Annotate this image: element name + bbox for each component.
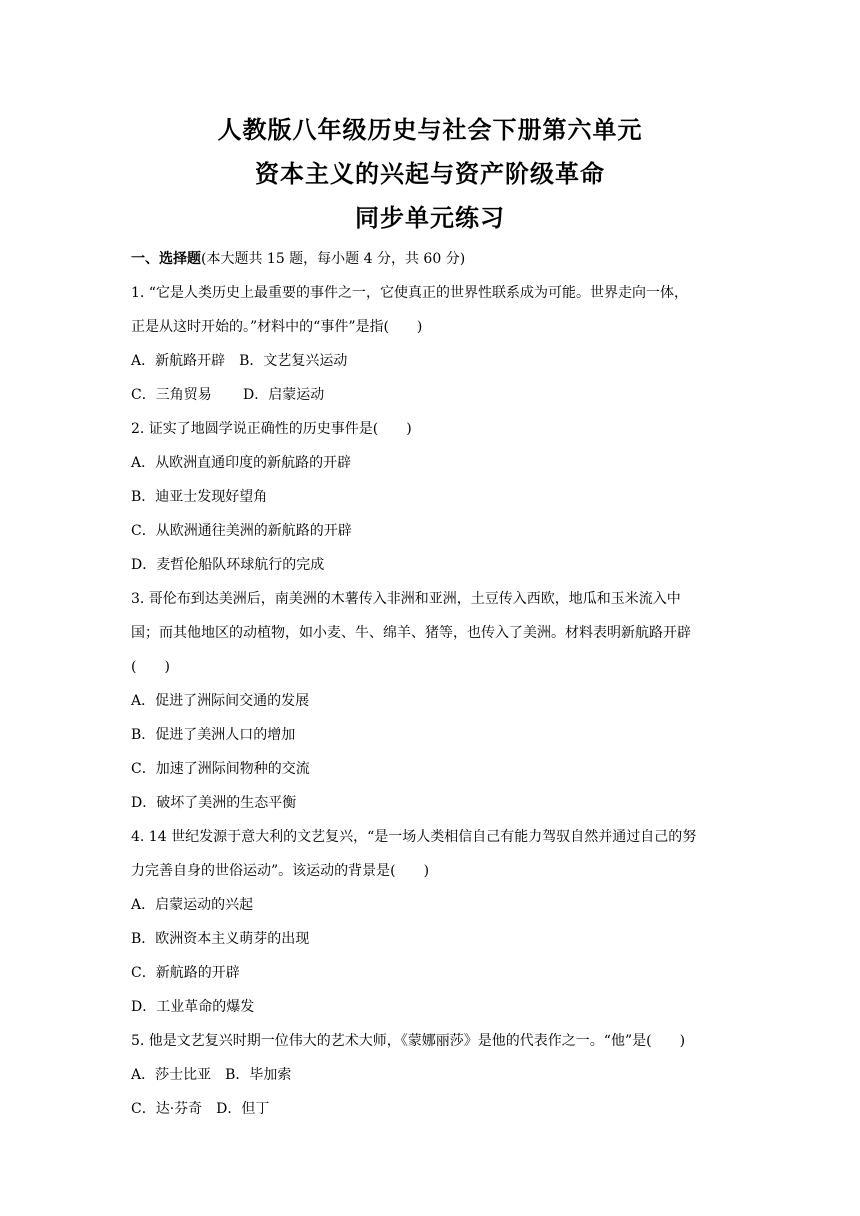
- question-3-option-d: D．破坏了美洲的生态平衡: [131, 795, 297, 811]
- section-label: 一、选择题: [131, 251, 201, 267]
- question-1-options-row-2: [131, 378, 731, 412]
- question-4-option-b: B．欧洲资本主义萌芽的出现: [131, 931, 310, 947]
- question-4-option-a: A．启蒙运动的兴起: [131, 897, 254, 913]
- question-2-option-d: D．麦哲伦船队环球航行的完成: [131, 557, 325, 573]
- question-1-text-line-2: 正是从这时开始的。”材料中的“事件”是指( ): [131, 319, 423, 335]
- question-3-text-line-3: ( ): [131, 659, 170, 675]
- document-body: [131, 242, 731, 1126]
- question-5-text-line-1: 5. 他是文艺复兴时期一位伟大的艺术大师，《蒙娜丽莎》是他的代表作之一。“他”是( ): [131, 1033, 686, 1049]
- question-5-option-d: D．但丁: [216, 1101, 270, 1117]
- question-3-text-line-2: 国；而其他地区的动植物，如小麦、牛、绵羊、猪等，也传入了美洲。材料表明新航路开辟: [131, 625, 691, 641]
- question-2-text-line-1: 2. 证实了地圆学说正确性的历史事件是( ): [131, 421, 412, 437]
- question-3-option-a: A．促进了洲际间交通的发展: [131, 693, 310, 709]
- title-line-1: 人教版八年级历史与社会下册第六单元: [217, 115, 643, 144]
- document-title: [0, 108, 860, 240]
- question-1-options-row-1: [131, 344, 731, 378]
- question-5-options-row-2: [131, 1092, 731, 1126]
- question-1-option-c: C．三角贸易: [131, 387, 212, 403]
- title-line-2: 资本主义的兴起与资产阶级革命: [255, 159, 605, 188]
- question-3-text-line-1: 3. 哥伦布到达美洲后，南美洲的木薯传入非洲和亚洲，土豆传入西欧，地瓜和玉米流入中: [131, 591, 681, 607]
- question-5-option-b: B．毕加索: [225, 1067, 292, 1083]
- question-2-option-a: A．从欧洲直通印度的新航路的开辟: [131, 455, 352, 471]
- section-note: (本大题共 15 题，每小题 4 分，共 60 分): [201, 251, 466, 267]
- question-1-option-a: A．新航路开辟: [131, 353, 226, 369]
- question-4-text-line-1: 4. 14 世纪发源于意大利的文艺复兴，“是一场人类相信自己有能力驾驭自然并通过自己的努: [131, 829, 697, 845]
- question-1-option-b: B．文艺复兴运动: [239, 353, 348, 369]
- question-1-option-d: D．启蒙运动: [243, 387, 325, 403]
- question-5-option-a: A．莎士比亚: [131, 1067, 212, 1083]
- title-line-3: 同步单元练习: [355, 203, 505, 232]
- question-5-option-c: C．达·芬奇: [131, 1101, 203, 1117]
- question-4-text-line-2: 力完善自身的世俗运动”。该运动的背景是( ): [131, 863, 430, 879]
- section-heading: [131, 242, 731, 276]
- question-2-option-c: C．从欧洲通往美洲的新航路的开辟: [131, 523, 352, 539]
- question-2-option-b: B．迪亚士发现好望角: [131, 489, 268, 505]
- question-5-options-row-1: [131, 1058, 731, 1092]
- question-1-text-line-1: 1. “它是人类历史上最重要的事件之一，它使真正的世界性联系成为可能。世界走向一体，: [131, 285, 688, 301]
- question-3-option-c: C．加速了洲际间物种的交流: [131, 761, 310, 777]
- question-4-option-d: D．工业革命的爆发: [131, 999, 255, 1015]
- question-3-option-b: B．促进了美洲人口的增加: [131, 727, 296, 743]
- question-4-option-c: C．新航路的开辟: [131, 965, 240, 981]
